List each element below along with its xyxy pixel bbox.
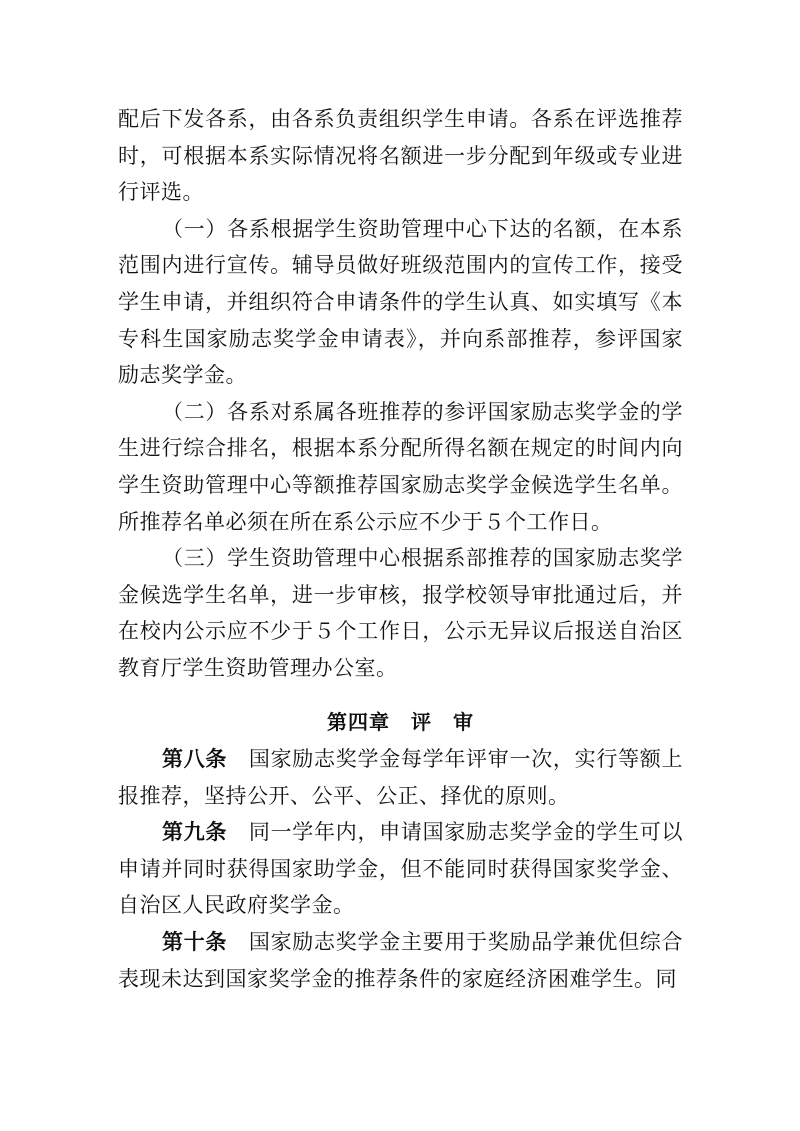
- paragraph-continued: 配后下发各系，由各系负责组织学生申请。各系在评选推荐时，可根据本系实际情况将名额进一步分配到年级或专业进行评选。: [118, 107, 683, 205]
- document-body-upper: [118, 101, 683, 687]
- article-10-text: 国家励志奖学金主要用于奖励品学兼优但综合表现未达到国家奖学金的推荐条件的家庭经济困难学生。同: [118, 929, 684, 991]
- article-9-text: 同一学年内，申请国家励志奖学金的学生可以申请并同时获得国家助学金，但不能同时获得国家奖学金、自治区人民政府奖学金。: [118, 820, 684, 918]
- chapter-heading: 第四章 评 审: [327, 710, 474, 734]
- document-body-lower: [118, 741, 683, 997]
- article-10-label: 第十条: [162, 929, 228, 954]
- article-9-label: 第九条: [162, 820, 228, 845]
- article-9: [118, 814, 683, 924]
- paragraph-item-1: （一）各系根据学生资助管理中心下达的名额，在本系范围内进行宣传。辅导员做好班级范围内的宣传工作，接受学生申请，并组织符合申请条件的学生认真、如实填写《本专科生国家励志奖学金申请表》，并向系部推荐，参评国家励志奖学金。: [118, 216, 683, 388]
- article-8-text: 国家励志奖学金每学年评审一次，实行等额上报推荐，坚持公开、公平、公正、择优的原则。: [118, 747, 684, 808]
- paragraph-item-2: （二）各系对系属各班推荐的参评国家励志奖学金的学生进行综合排名，根据本系分配所得名额在规定的时间内向学生资助管理中心等额推荐国家励志奖学金候选学生名单。所推荐名单必须在所在系公示应不少于５个工作日。: [118, 399, 683, 534]
- paragraph-item-3: （三）学生资助管理中心根据系部推荐的国家励志奖学金候选学生名单，进一步审核，报学校领导审批通过后，并在校内公示应不少于５个工作日，公示无异议后报送自治区教育厅学生资助管理办公室。: [118, 546, 683, 680]
- article-10: [118, 924, 683, 997]
- article-8: [118, 741, 683, 814]
- article-8-label: 第八条: [162, 747, 228, 771]
